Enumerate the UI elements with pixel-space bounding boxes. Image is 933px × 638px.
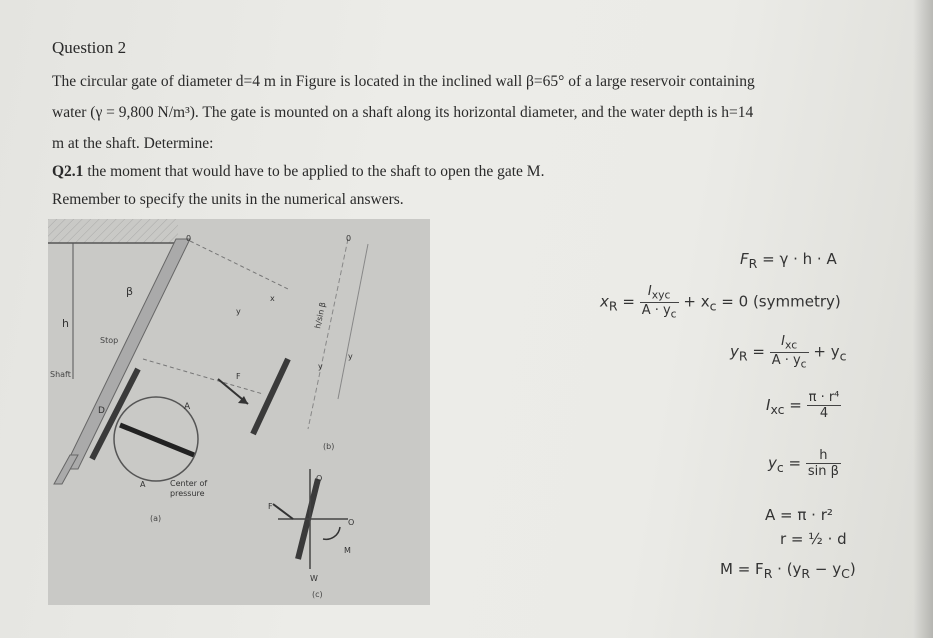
fig-label-a: A bbox=[184, 402, 191, 412]
fig-label-m: M bbox=[344, 546, 351, 555]
fig-label-a2: A bbox=[140, 480, 146, 489]
dashed-projection-2 bbox=[143, 359, 263, 394]
question-title: Question 2 bbox=[52, 38, 127, 57]
fig-label-shaft: Shaft bbox=[50, 370, 71, 379]
inclined-wall bbox=[64, 239, 190, 469]
b-view-axis bbox=[308, 239, 348, 429]
moment-arc bbox=[323, 527, 340, 539]
gate-figure bbox=[48, 219, 430, 605]
fig-label-b-caption: (b) bbox=[323, 442, 335, 451]
formula-moment: $M = F_R \cdot (y_R - y_C)$ bbox=[720, 560, 856, 581]
fig-label-c-caption: (c) bbox=[312, 590, 323, 599]
fig-label-beta: β bbox=[126, 285, 134, 298]
formula-yc: $y_c$ = $\frac{h}{\text{sin β}}$ bbox=[768, 448, 839, 479]
formula-force: $F_R = \gamma \cdot h \cdot A$ bbox=[740, 250, 837, 271]
fig-label-w: W bbox=[310, 574, 318, 583]
fig-label-fr-c: F bbox=[268, 502, 273, 511]
q21-text: the moment that would have to be applied to the shaft to open the gate M. bbox=[83, 163, 545, 180]
fig-label-ox: O bbox=[316, 474, 323, 483]
problem-line-2: water (γ = 9,800 N/m³). The gate is mounted on a shaft along its horizontal diameter, and the water depth is h=14 bbox=[52, 104, 754, 121]
fig-label-hsinb: h/sin β bbox=[313, 301, 328, 330]
fig-label-yc: y bbox=[318, 362, 323, 371]
fig-label-h: h bbox=[62, 317, 69, 330]
formula-ixc: $I_{xc}$ = $\frac{\text{π · r⁴}}{4}$ bbox=[766, 390, 840, 421]
problem-line-1: The circular gate of diameter d=4 m in Figure is located in the inclined wall β=65° of a large reservoir containing bbox=[52, 73, 755, 90]
formula-xr: $x_R$ = $\frac{I_{xyc}}{A \cdot y_c}$ + $x_c = 0$ (symmetry) bbox=[600, 284, 841, 321]
fr-arrow-c bbox=[273, 504, 293, 519]
gate-side-view bbox=[253, 359, 288, 434]
question-2-1 bbox=[52, 160, 852, 183]
formula-block bbox=[560, 240, 890, 600]
edge-shadow bbox=[913, 0, 933, 638]
fig-label-y: y bbox=[236, 307, 241, 316]
fig-label-0: 0 bbox=[186, 234, 192, 243]
fig-label-a-caption: (a) bbox=[150, 514, 162, 523]
reservoir-surface bbox=[48, 219, 178, 243]
formula-radius: r = ½ · d bbox=[780, 530, 847, 548]
units-note: Remember to specify the units in the numerical answers. bbox=[52, 191, 404, 208]
gate-diagram bbox=[48, 219, 430, 605]
fig-label-pressure: pressure bbox=[170, 489, 205, 498]
fig-label-stop: Stop bbox=[100, 336, 119, 345]
fig-label-center: Center of bbox=[170, 479, 208, 488]
fig-label-yr: y bbox=[348, 352, 353, 361]
problem-line-3: m at the shaft. Determine: bbox=[52, 135, 214, 152]
formula-area: A = π · r² bbox=[765, 506, 833, 524]
fig-label-x: x bbox=[270, 294, 275, 303]
fig-label-fr: F bbox=[236, 372, 241, 381]
fig-label-oy: O bbox=[348, 518, 355, 527]
fig-label-d: D bbox=[98, 406, 105, 416]
dashed-projection-1 bbox=[190, 241, 288, 289]
q21-label: Q2.1 bbox=[52, 163, 84, 180]
formula-yr: $y_R$ = $\frac{I_{xc}}{A \cdot y_c}$ + $y_c$ bbox=[730, 334, 847, 371]
fig-label-0b: 0 bbox=[346, 234, 352, 243]
shaft-line bbox=[120, 425, 194, 455]
